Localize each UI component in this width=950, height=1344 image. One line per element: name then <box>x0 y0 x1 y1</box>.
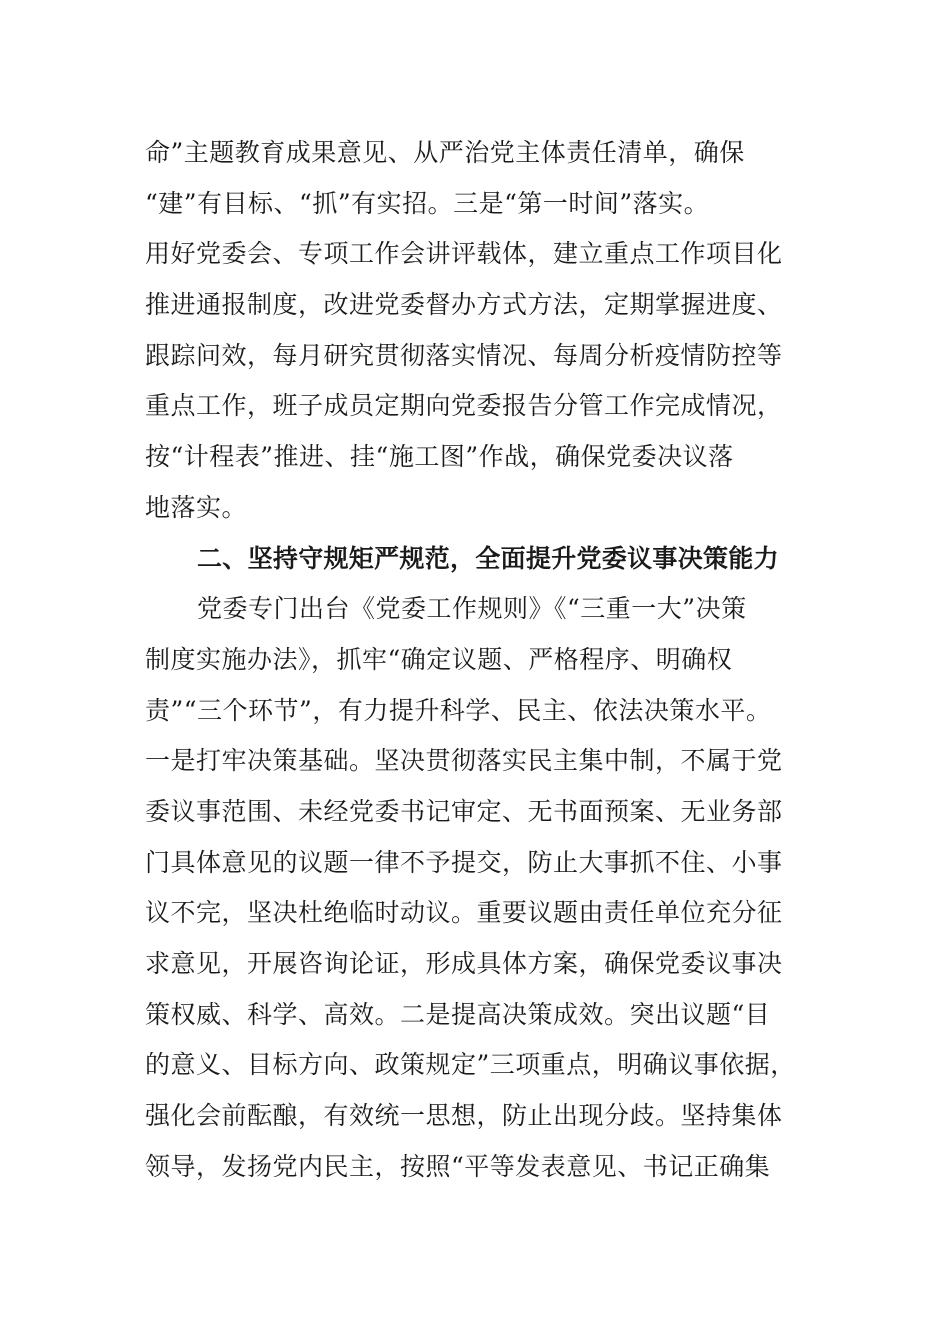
text-line: 强化会前酝酿，有效统一思想，防止出现分歧。坚持集体 <box>145 1101 783 1131</box>
text-line: 重点工作，班子成员定期向党委报告分管工作完成情况， <box>145 391 783 421</box>
text-line: 用好党委会、专项工作会讲评载体，建立重点工作项目化 <box>145 239 783 269</box>
text-line: 委议事范围、未经党委书记审定、无书面预案、无业务部 <box>145 796 783 826</box>
text-line: 跟踪问效，每月研究贯彻落实情况、每周分析疫情防控等 <box>145 340 783 370</box>
text-line: 命”主题教育成果意见、从严治党主体责任清单，确保 <box>145 138 745 167</box>
text-line: 一是打牢决策基础。坚决贯彻落实民主集中制，不属于党 <box>145 746 783 776</box>
text-line: 的意义、目标方向、政策规定”三项重点，明确议事依据， <box>145 1050 796 1080</box>
text-line: 推进通报制度，改进党委督办方式方法，定期掌握进度、 <box>145 290 783 320</box>
text-line: 按“计程表”推进、挂“施工图”作战，确保党委决议落 <box>145 442 734 472</box>
text-line: 地落实。 <box>145 492 248 522</box>
text-line: “建”有目标、“抓”有实招。三是“第一时间”落实。 <box>145 188 710 218</box>
text-line: 制度实施办法》，抓牢“确定议题、严格程序、明确权 <box>145 644 733 674</box>
section-heading: 二、坚持守规矩严规范，全面提升党委议事决策能力 <box>197 543 779 573</box>
document-body <box>145 128 805 1192</box>
text-line: 领导，发扬党内民主，按照“平等发表意见、书记正确集 <box>145 1151 771 1181</box>
text-line: 议不完，坚决杜绝临时动议。重要议题由责任单位充分征 <box>145 898 783 928</box>
text-line: 党委专门出台《党委工作规则》《“三重一大”决策 <box>197 594 747 624</box>
text-line: 求意见，开展咨询论证，形成具体方案，确保党委议事决 <box>145 949 783 978</box>
text-line: 门具体意见的议题一律不予提交，防止大事抓不住、小事 <box>145 847 783 877</box>
text-line: 策权威、科学、高效。二是提高决策成效。突出议题“目 <box>145 999 771 1029</box>
text-line: 责”“三个环节”，有力提升科学、民主、依法决策水平。 <box>145 695 772 725</box>
